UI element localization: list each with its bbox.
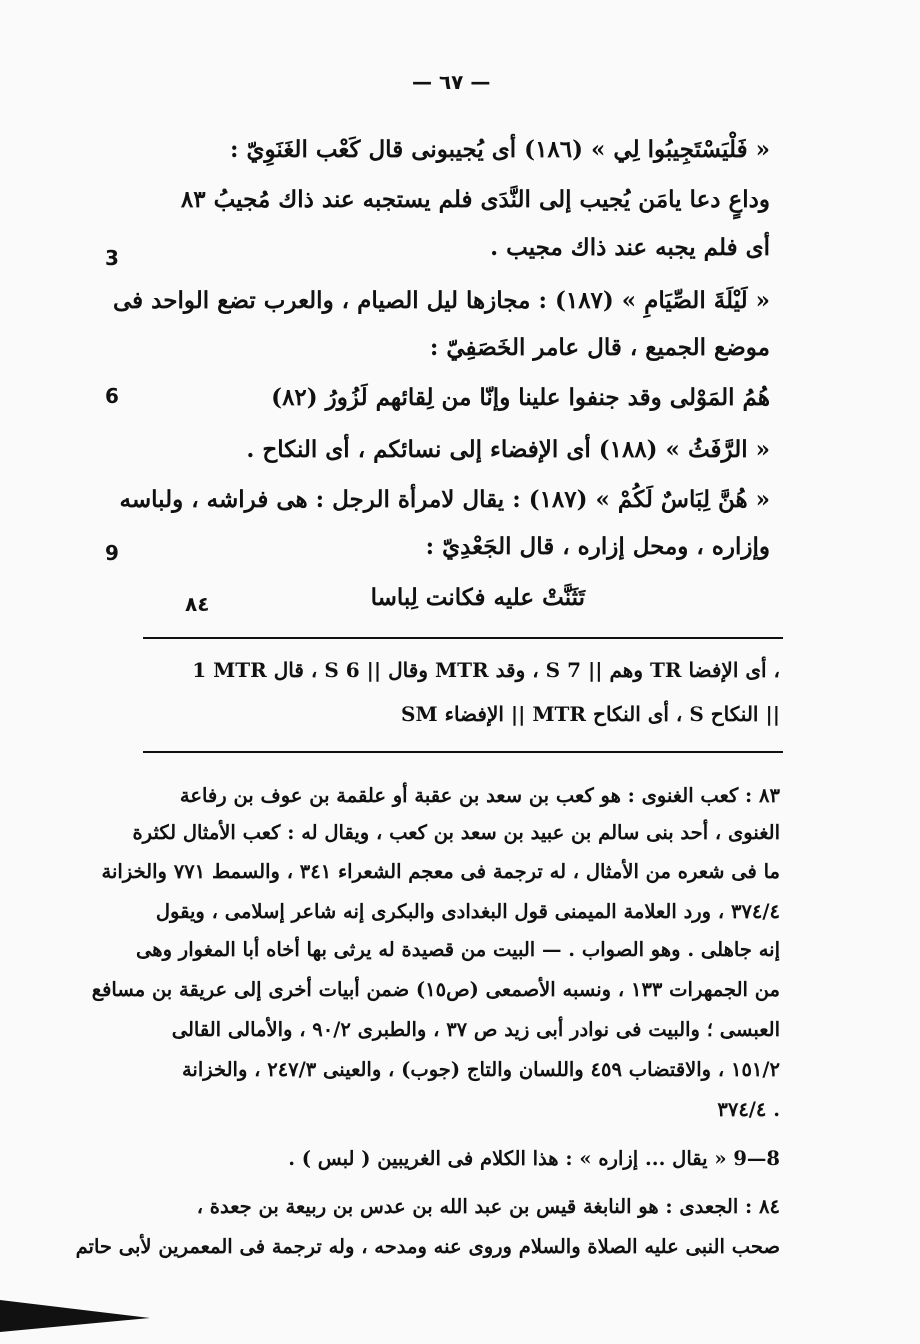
- text-line: هُمُ المَوْلى وقد جنفوا علينا وإنّا من لِقائهم لَزُورُ (٨٢): [271, 384, 770, 411]
- line-number: 6: [105, 384, 119, 408]
- text-line: موضع الجميع ، قال عامر الخَصَفِيّ :: [429, 334, 770, 361]
- note-line: صحب النبى عليه الصلاة والسلام وروى عنه ومدحه ، وله ترجمة فى المعمرين لأبى حاتم: [75, 1235, 780, 1258]
- text-line: « لَيْلَةَ الصِّيَامِ » (١٨٧) : مجازها ليل الصيام ، والعرب تضع الواحد فى: [113, 287, 770, 314]
- note-line: الغنوى ، أحد بنى سالم بن عبيد بن سعد بن كعب ، ويقال له : كعب الأمثال لكثرة: [132, 821, 780, 844]
- line-number: 3: [105, 246, 119, 270]
- verse-number: ٨٤: [185, 592, 210, 616]
- page-number: — ٦٧ —: [412, 70, 491, 94]
- apparatus-line: 1 MTR قال ، S وقال || 6 MTR وقد ، S وهم || 7 TR أى الإفضا ،: [192, 658, 780, 682]
- text-line: « فَلْيَسْتَجِيبُوا لِي » (١٨٦) أى يُجيبونى قال كَعْب الغَنَوِيّ :: [230, 136, 770, 163]
- text-line: تَثَنَّتْ عليه فكانت لِباسا: [370, 584, 585, 611]
- text-line: « الرَّفَثُ » (١٨٨) أى الإفضاء إلى نسائكم ، أى النكاح .: [246, 436, 770, 463]
- apparatus-line: SM الإفضاء || MTR أى النكاح ، S النكاح ||: [401, 702, 780, 726]
- note-line: ما فى شعره من الأمثال ، له ترجمة فى معجم الشعراء ٣٤١ ، والسمط ٧٧١ والخزانة: [101, 860, 780, 883]
- separator-rule: [143, 637, 783, 639]
- note-line: ٣٧٤/٤ ، ورد العلامة الميمنى قول البغدادى والبكرى إنه شاعر إسلامى ، ويقول: [155, 900, 780, 923]
- note-line: ٣٧٤/٤ .: [717, 1098, 780, 1121]
- note-line: من الجمهرات ١٣٣ ، ونسبه الأصمعى (ص١٥) ضمن أبيات أخرى إلى عريقة بن مسافع: [91, 978, 780, 1001]
- text-line: وإزاره ، ومحل إزاره ، قال الجَعْدِيّ :: [425, 533, 770, 560]
- note-line: ١٥١/٢ ، والاقتضاب ٤٥٩ واللسان والتاج (جوب) ، والعينى ٢٤٧/٣ ، والخزانة: [181, 1058, 780, 1081]
- line-number: 9: [105, 541, 119, 565]
- note-line: 8—9 « يقال ... إزاره » : هذا الكلام فى الغريبين ( لبس ) .: [288, 1147, 780, 1170]
- page-edge-shadow: [0, 1300, 150, 1332]
- note-line: العبسى ؛ والبيت فى نوادر أبى زيد ص ٣٧ ، والطبرى ٩٠/٢ ، والأمالى القالى: [171, 1018, 780, 1041]
- text-line: أى فلم يجبه عند ذاك مجيب .: [490, 234, 770, 261]
- text-line: « هُنَّ لِبَاسٌ لَكُمْ » (١٨٧) : يقال لامرأة الرجل : هى فراشه ، ولباسه: [119, 486, 770, 513]
- note-line: إنه جاهلى . وهو الصواب . — البيت من قصيدة له يرثى بها أخاه أبا المغوار وهى: [136, 938, 780, 961]
- note-line: ٨٤ : الجعدى : هو النابغة قيس بن عبد الله بن عدس بن ربيعة بن جعدة ،: [196, 1195, 780, 1218]
- note-line: ٨٣ : كعب الغنوى : هو كعب بن سعد بن عقبة أو علقمة بن عوف بن رفاعة: [179, 784, 780, 807]
- text-line: وداعٍ دعا يامَن يُجيب إلى النَّدَى فلم يستجبه عند ذاك مُجيبُ ٨٣: [180, 186, 770, 213]
- separator-rule: [143, 751, 783, 753]
